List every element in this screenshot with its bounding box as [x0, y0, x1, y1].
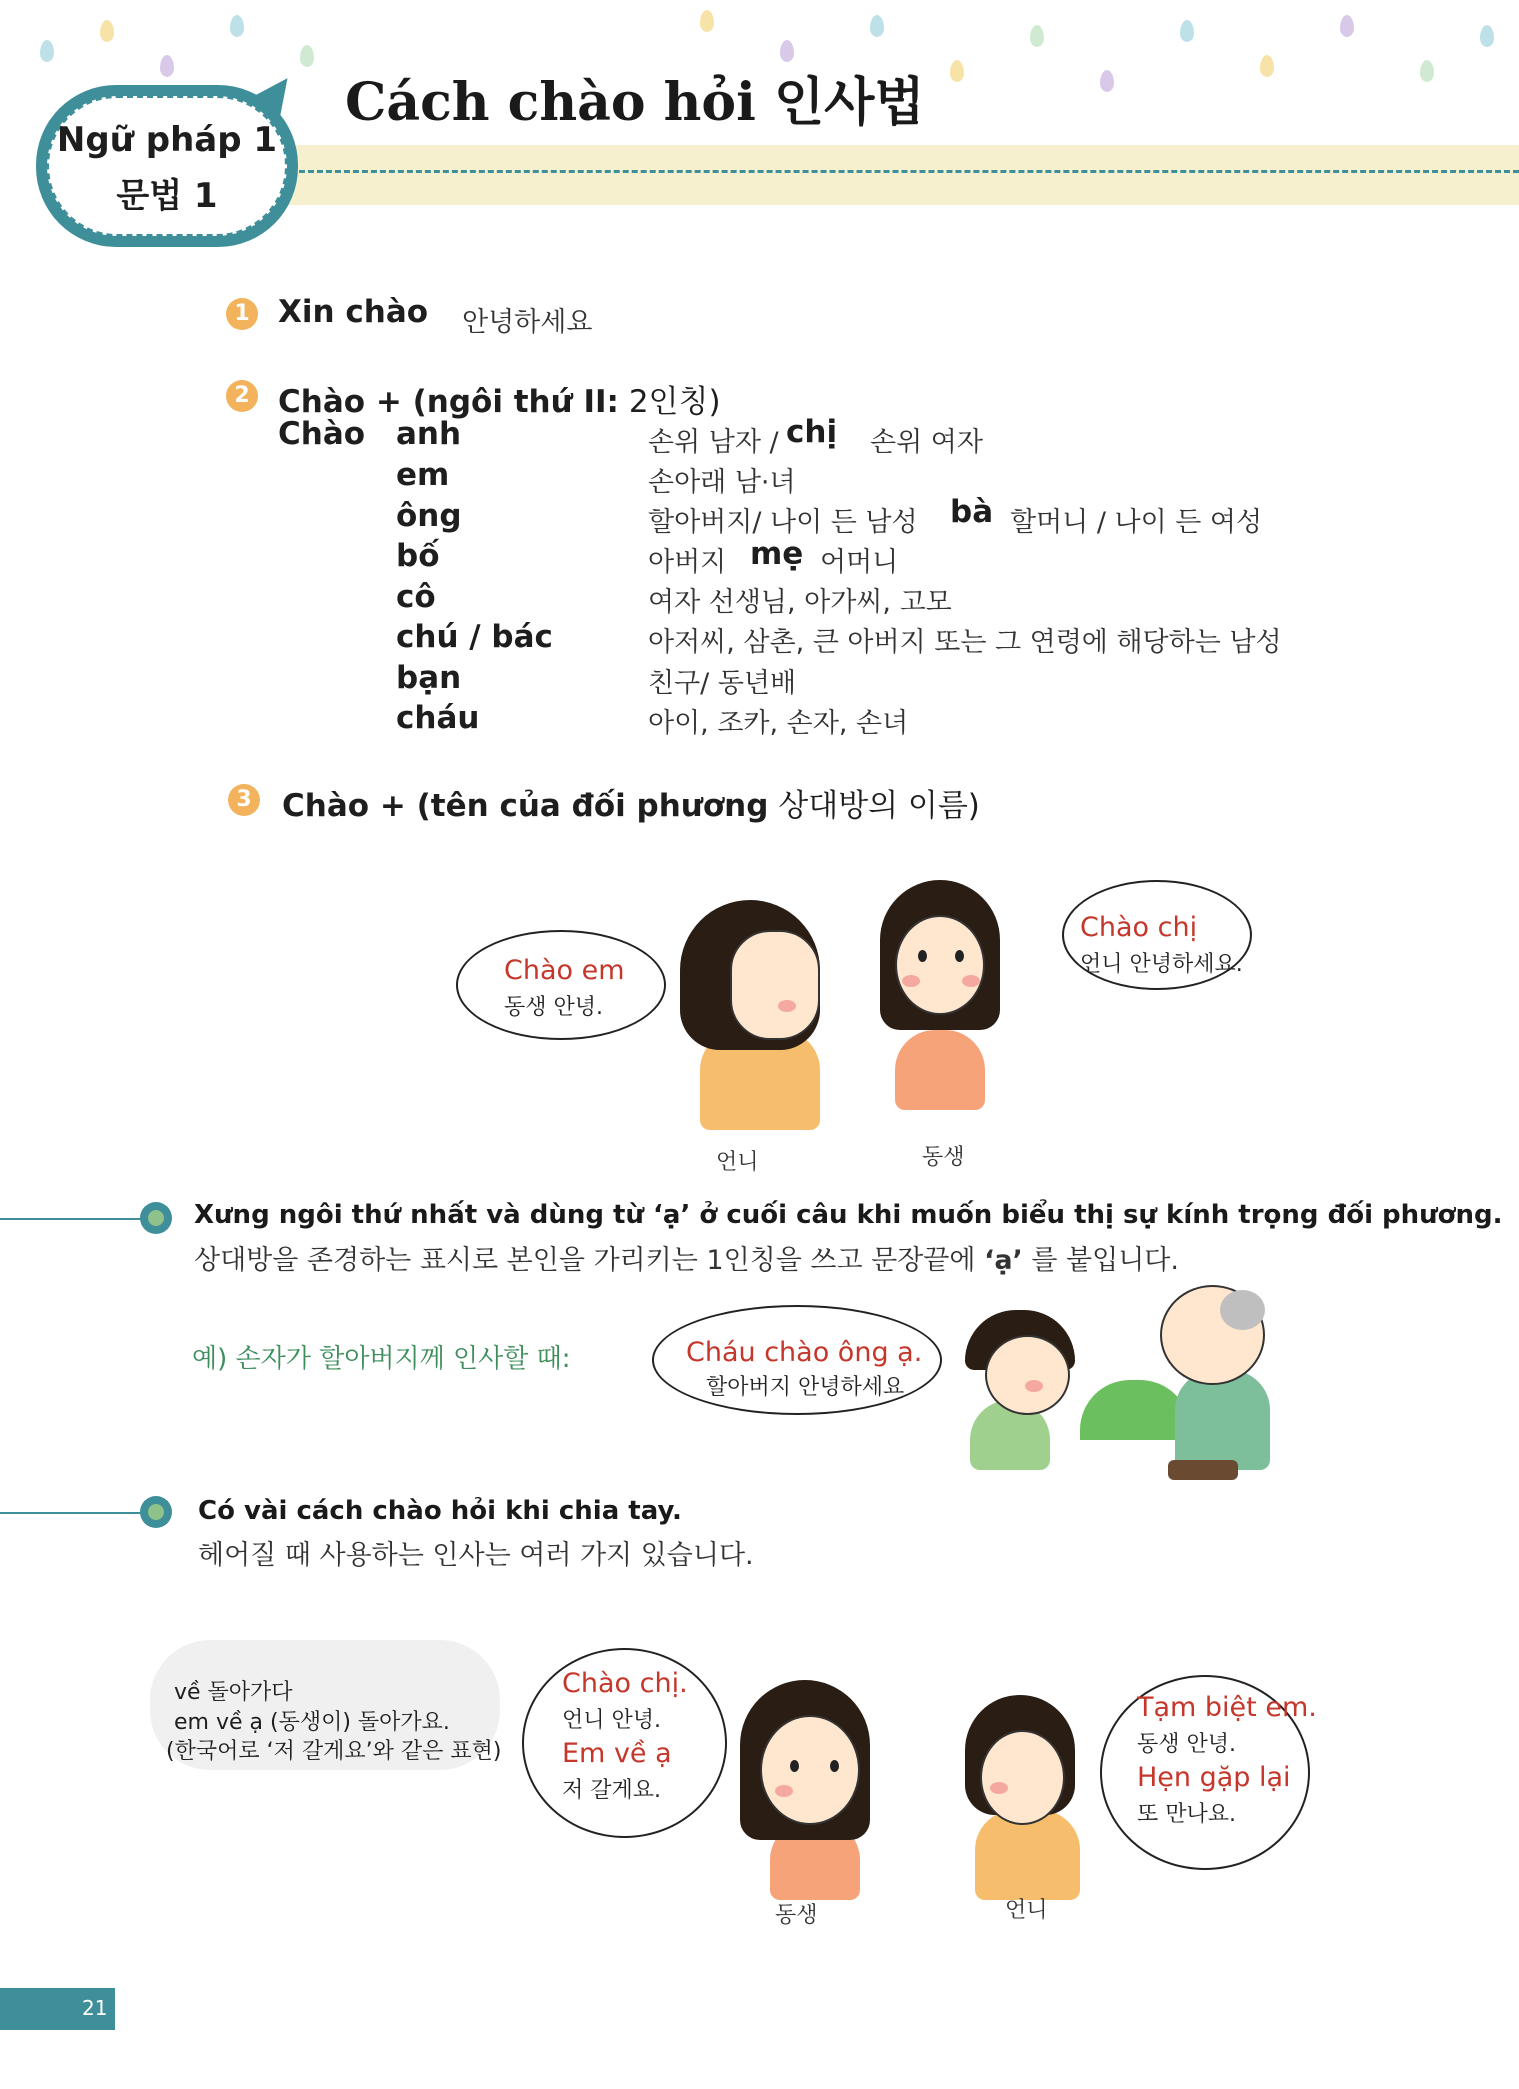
term-bo: bố: [396, 538, 440, 574]
scene3-right-vt2: Hẹn gặp lại: [1137, 1762, 1291, 1793]
scene3-left-kr1: 언니 안녕.: [562, 1708, 661, 1733]
cheek: [902, 975, 920, 987]
section2-lead: Chào: [278, 416, 366, 452]
header-band: [230, 145, 1519, 205]
scene1-right-kr: 언니 안녕하세요.: [1080, 952, 1243, 977]
note-line-2: em về ạ (동생이) 돌아가요.: [174, 1710, 450, 1735]
raindrop-decoration: [1260, 55, 1274, 77]
term-co: cô: [396, 579, 436, 615]
term-ong-kr: 할아버지/ 나이 든 남성: [648, 507, 918, 538]
term-anh-kr: 손위 남자 /: [648, 427, 779, 458]
term-chi-kr: 손위 여자: [870, 427, 983, 458]
cheek: [962, 975, 980, 987]
term-bo-kr: 아버지: [648, 547, 727, 578]
term-ba: bà: [950, 494, 994, 530]
bullet1-kr-before: 상대방을 존경하는 표시로 본인을 가리키는 1인칭을 쓰고 문장끝에: [194, 1245, 985, 1276]
raindrop-decoration: [700, 10, 714, 32]
bullet2-kr: 헤어질 때 사용하는 인사는 여러 가지 있습니다.: [198, 1540, 754, 1571]
raindrop-decoration: [1180, 20, 1194, 42]
section-number-1: 1: [226, 298, 258, 330]
section2-heading-kr: 2인칭): [618, 384, 721, 420]
scene1-caption-left: 언니: [716, 1150, 759, 1175]
figure-older-sister-face: [730, 930, 820, 1040]
raindrop-decoration: [300, 45, 314, 67]
figure-older-sister-face: [980, 1730, 1065, 1825]
scene3-right-vt1: Tạm biệt em.: [1137, 1692, 1317, 1723]
bullet1-vt: Xưng ngôi thứ nhất và dùng từ ‘ạ’ ở cuối câu khi muốn biểu thị sự kính trọng đối phương.: [194, 1200, 1503, 1230]
section3-heading-vt: Chào + (tên của đối phương: [282, 788, 769, 824]
scene3-left-kr2: 저 갈게요.: [562, 1778, 661, 1803]
bullet1-bubble-vt: Cháu chào ông ạ.: [686, 1337, 923, 1368]
bullet-dot: [140, 1202, 172, 1234]
header-dashed-line: [290, 170, 1519, 173]
section1-vt: Xin chào: [278, 294, 429, 330]
term-ban: bạn: [396, 660, 462, 696]
scene1-left-kr: 동생 안녕.: [504, 995, 603, 1020]
term-anh: anh: [396, 416, 462, 452]
section3-heading: [282, 780, 980, 825]
bullet2-vt: Có vài cách chào hỏi khi chia tay.: [198, 1496, 682, 1526]
raindrop-decoration: [780, 40, 794, 62]
grandfather-hair: [1220, 1290, 1265, 1330]
raindrop-decoration: [950, 60, 964, 82]
note-line-3: (한국어로 ‘저 갈게요’와 같은 표현): [166, 1739, 502, 1764]
raindrop-decoration: [160, 55, 174, 77]
raindrop-decoration: [1340, 15, 1354, 37]
figure-younger-sister-face: [760, 1715, 860, 1825]
eye: [790, 1760, 799, 1772]
note-line-1: về 돌아가다: [174, 1680, 293, 1705]
cheek: [1025, 1380, 1043, 1392]
cheek: [990, 1782, 1008, 1794]
term-chu-bac-kr: 아저씨, 삼촌, 큰 아버지 또는 그 연령에 해당하는 남성: [648, 627, 1282, 658]
bullet1-kr-bold: ‘ạ’: [984, 1245, 1023, 1276]
scene3-caption-left: 동생: [775, 1903, 818, 1928]
scene3-left-vt2: Em về ạ: [562, 1738, 672, 1769]
eye: [918, 950, 927, 962]
bullet1-example: 예) 손자가 할아버지께 인사할 때:: [192, 1344, 571, 1374]
scene3-right-kr1: 동생 안녕.: [1137, 1732, 1236, 1757]
bullet-line: [0, 1512, 150, 1514]
term-em: em: [396, 457, 450, 493]
section2-heading: [278, 376, 721, 421]
figure-younger-sister-face: [895, 915, 985, 1015]
raindrop-decoration: [40, 40, 54, 62]
bush-decoration: [1080, 1380, 1190, 1440]
bullet-line: [0, 1218, 150, 1220]
cane: [1168, 1460, 1238, 1480]
figure-grandfather-body: [1175, 1370, 1270, 1470]
scene1-right-vt: Chào chị: [1080, 912, 1198, 943]
section-number-3: 3: [228, 784, 260, 816]
scene1-left-vt: Chào em: [504, 955, 625, 986]
bullet1-bubble-kr: 할아버지 안녕하세요: [706, 1375, 905, 1400]
badge-label-kr: 문법 1: [116, 176, 218, 216]
scene3-right-kr2: 또 만나요.: [1137, 1802, 1236, 1827]
figure-grandson-face: [985, 1335, 1070, 1415]
page-title: Cách chào hỏi 인사법: [345, 72, 925, 133]
section2-heading-vt: Chào + (ngôi thứ II:: [278, 384, 619, 420]
figure-younger-sister-body: [895, 1030, 985, 1110]
raindrop-decoration: [100, 20, 114, 42]
eye: [955, 950, 964, 962]
eye: [830, 1760, 839, 1772]
raindrop-decoration: [1030, 25, 1044, 47]
term-me-kr: 어머니: [820, 547, 899, 578]
raindrop-decoration: [1100, 70, 1114, 92]
grammar-badge-inner: [47, 96, 287, 236]
term-chu-bac: chú / bác: [396, 619, 553, 655]
term-chau: cháu: [396, 700, 480, 736]
section-number-2: 2: [226, 380, 258, 412]
term-chi: chị: [786, 414, 838, 450]
term-chau-kr: 아이, 조카, 손자, 손녀: [648, 708, 909, 739]
bullet1-kr: [194, 1238, 1179, 1277]
term-me: mẹ: [750, 536, 804, 572]
cheek: [778, 1000, 796, 1012]
term-ban-kr: 친구/ 동년배: [648, 668, 797, 699]
badge-label-vt: Ngữ pháp 1: [56, 120, 278, 160]
bullet-dot: [140, 1496, 172, 1528]
scene1-caption-right: 동생: [922, 1145, 965, 1170]
bullet1-kr-after: 를 붙입니다.: [1022, 1245, 1179, 1276]
term-ong: ông: [396, 498, 462, 534]
page-number: 21: [82, 1996, 108, 2020]
raindrop-decoration: [1420, 60, 1434, 82]
term-ba-kr: 할머니 / 나이 든 여성: [1010, 507, 1263, 538]
raindrop-decoration: [870, 15, 884, 37]
scene3-caption-right: 언니: [1005, 1898, 1048, 1923]
cheek: [775, 1785, 793, 1797]
raindrop-decoration: [1480, 25, 1494, 47]
term-co-kr: 여자 선생님, 아가씨, 고모: [648, 587, 952, 618]
term-em-kr: 손아래 남·녀: [648, 467, 796, 498]
scene3-left-vt1: Chào chị.: [562, 1668, 688, 1699]
section1-kr: 안녕하세요: [462, 307, 593, 338]
section3-heading-kr: 상대방의 이름): [768, 788, 980, 824]
raindrop-decoration: [230, 15, 244, 37]
